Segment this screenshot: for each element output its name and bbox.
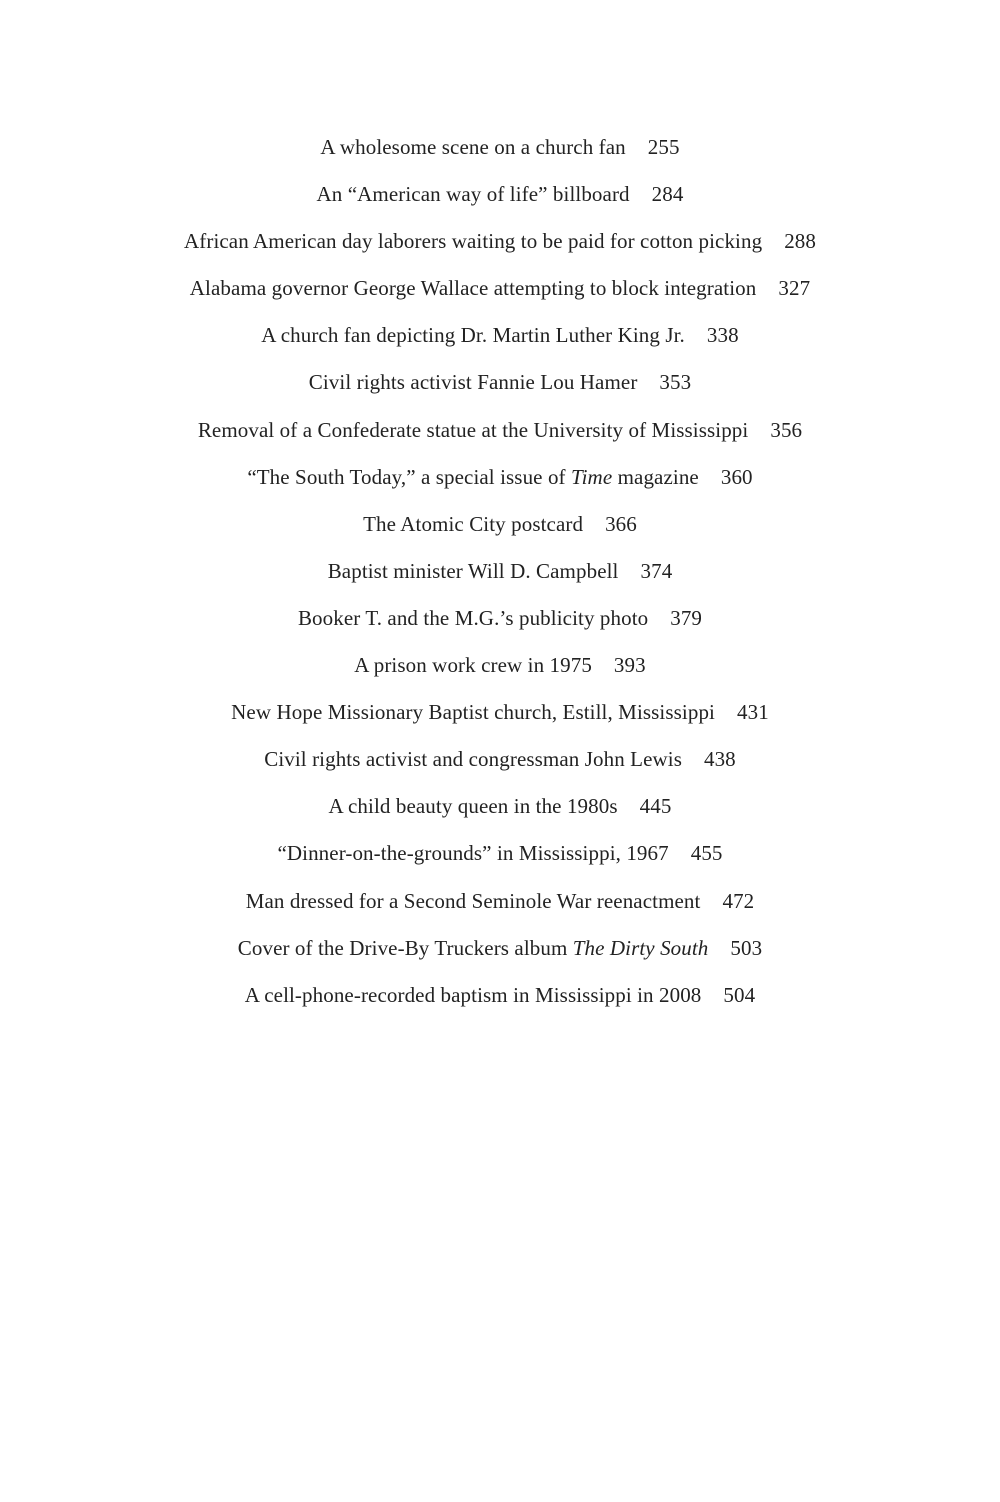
entry-caption [354, 653, 592, 677]
page-number: 455 [690, 841, 723, 866]
list-item [0, 878, 1000, 925]
list-item [0, 359, 1000, 406]
caption-text: Booker T. and the M.G.’s publicity photo [297, 605, 649, 630]
list-item [0, 925, 1000, 972]
caption-text: African American day laborers waiting to be paid for cotton picking [184, 229, 763, 254]
entry-caption [277, 841, 668, 865]
caption-text: Removal of a Confederate statue at the University of Mississippi [197, 417, 749, 442]
italic-title: Time [571, 464, 613, 489]
page-number: 360 [720, 464, 753, 489]
caption-text: Civil rights activist Fannie Lou Hamer [308, 370, 638, 395]
entry-caption [329, 794, 618, 818]
page-number: 255 [647, 135, 680, 159]
entry-caption [190, 276, 757, 300]
list-item [0, 548, 1000, 595]
page-number: 353 [659, 370, 692, 395]
page-number: 393 [613, 653, 646, 678]
entry-caption [198, 418, 749, 442]
page-number: 366 [605, 511, 637, 536]
list-item [0, 783, 1000, 830]
caption-text-after: magazine [612, 464, 699, 489]
entry-caption [246, 889, 701, 913]
page-number: 338 [706, 323, 739, 348]
list-item [0, 972, 1000, 1019]
list-item [0, 501, 1000, 548]
entry-caption [320, 135, 625, 159]
page-number: 379 [670, 605, 703, 630]
entry-caption [363, 512, 583, 536]
page-number: 472 [722, 888, 755, 913]
list-item [0, 642, 1000, 689]
caption-text: Cover of the Drive-By Truckers album [237, 935, 573, 960]
entry-caption [238, 936, 709, 960]
page-number: 374 [640, 558, 673, 583]
entry-caption [309, 370, 638, 394]
caption-text: The Atomic City postcard [363, 511, 584, 536]
entry-caption [261, 323, 685, 347]
list-item [0, 830, 1000, 877]
list-item [0, 736, 1000, 783]
page-number: 503 [730, 935, 763, 960]
entry-caption [247, 465, 699, 489]
list-item [0, 265, 1000, 312]
caption-text: A child beauty queen in the 1980s [328, 794, 618, 819]
caption-text: “The South Today,” a special issue of [247, 464, 571, 489]
list-item [0, 454, 1000, 501]
entry-caption [184, 229, 762, 253]
caption-text: “Dinner-on-the-grounds” in Mississippi, 1967 [277, 841, 669, 866]
page-number: 327 [778, 276, 811, 301]
page-number: 504 [723, 982, 756, 1007]
page-number: 356 [770, 417, 803, 442]
caption-text: A cell-phone-recorded baptism in Mississippi in 2008 [244, 982, 702, 1007]
caption-text: Alabama governor George Wallace attempting to block integration [189, 276, 757, 301]
caption-text: A wholesome scene on a church fan [320, 135, 626, 159]
list-item [0, 407, 1000, 454]
caption-text: A church fan depicting Dr. Martin Luther King Jr. [261, 323, 685, 348]
caption-text: Civil rights activist and congressman John Lewis [264, 747, 682, 772]
list-item [0, 218, 1000, 265]
italic-title: The Dirty South [572, 935, 709, 960]
page-number: 284 [651, 182, 684, 207]
caption-text: Man dressed for a Second Seminole War reenactment [245, 888, 701, 913]
entry-caption [298, 606, 648, 630]
caption-text: Baptist minister Will D. Campbell [327, 558, 619, 583]
list-item [0, 595, 1000, 642]
entry-caption [231, 700, 715, 724]
caption-text: A prison work crew in 1975 [354, 653, 592, 678]
entry-caption [317, 182, 630, 206]
entry-caption [264, 747, 682, 771]
page-number: 431 [737, 700, 769, 725]
list-item [0, 312, 1000, 359]
caption-text: New Hope Missionary Baptist church, Estill, Mississippi [231, 700, 715, 725]
list-item [0, 689, 1000, 736]
page-number: 438 [703, 747, 736, 772]
page-number: 288 [784, 229, 816, 254]
list-item [0, 171, 1000, 218]
entry-caption [328, 559, 619, 583]
illustrations-list [0, 124, 1000, 1019]
caption-text: An “American way of life” billboard [316, 182, 630, 207]
entry-caption [245, 983, 702, 1007]
page-number: 445 [639, 794, 672, 819]
list-item [0, 124, 1000, 171]
